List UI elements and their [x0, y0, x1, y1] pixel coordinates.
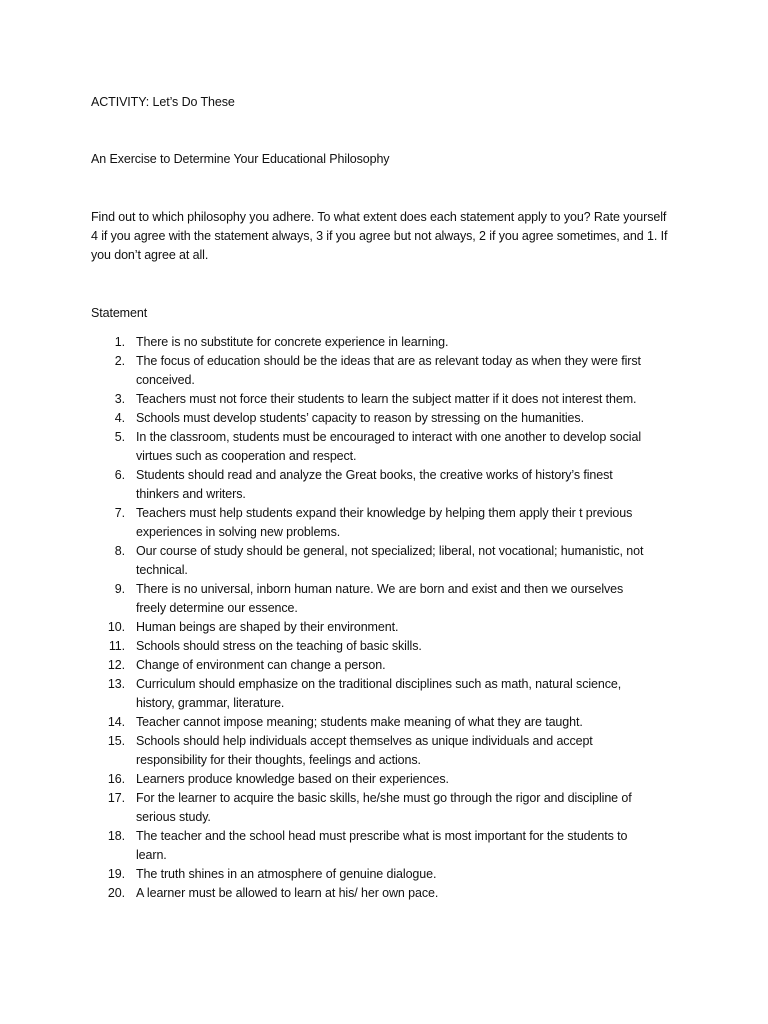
- statement-item: [0, 504, 656, 542]
- statement-number: 2.: [114, 354, 125, 368]
- statement-text: Students should read and analyze the Great books, the creative works of history’s finest thinkers and writers.: [136, 468, 613, 501]
- statement-text: Schools must develop students’ capacity to reason by stressing on the humanities.: [136, 411, 584, 425]
- statement-text: Curriculum should emphasize on the traditional disciplines such as math, natural science, history, grammar, literature.: [136, 677, 622, 710]
- statement-text: There is no universal, inborn human nature. We are born and exist and then we ourselves freely determine our essence.: [136, 582, 624, 615]
- statement-number: 9.: [114, 582, 125, 596]
- statement-text: The truth shines in an atmosphere of genuine dialogue.: [136, 867, 437, 881]
- statement-text: Schools should stress on the teaching of basic skills.: [136, 639, 422, 653]
- statement-number: 20.: [107, 886, 125, 900]
- exercise-title: An Exercise to Determine Your Educational Philosophy: [91, 152, 390, 166]
- statement-text: Learners produce knowledge based on their experiences.: [136, 772, 449, 786]
- statement-item: [0, 827, 656, 865]
- statement-text: There is no substitute for concrete experience in learning.: [136, 335, 449, 349]
- statement-item: [0, 428, 656, 466]
- statement-text: In the classroom, students must be encouraged to interact with one another to develop social virtues such as cooperation and respect.: [136, 430, 641, 463]
- statement-number: 10.: [107, 620, 125, 634]
- statement-number: 19.: [107, 867, 125, 881]
- statement-text: Teachers must help students expand their knowledge by helping them apply their t previous experiences in solving new problems.: [136, 506, 633, 539]
- activity-title: ACTIVITY: Let’s Do These: [91, 95, 235, 109]
- statement-item: [0, 884, 656, 903]
- statement-item: [0, 390, 656, 409]
- statement-item: [0, 618, 656, 637]
- statement-text: The focus of education should be the ideas that are as relevant today as when they were first conceived.: [136, 354, 641, 387]
- statement-number: 1.: [114, 335, 125, 349]
- statement-text: Our course of study should be general, not specialized; liberal, not vocational; humanistic, not technical.: [136, 544, 644, 577]
- statement-item: [0, 580, 656, 618]
- statement-item: [0, 770, 656, 789]
- statement-item: [0, 732, 656, 770]
- statement-number: 17.: [107, 791, 125, 805]
- statement-list: [0, 333, 700, 903]
- instructions-paragraph: Find out to which philosophy you adhere. To what extent does each statement apply to you? Rate yourself 4 if you agree with the statement always, 3 if you agree but not always, 2 if you agree sometimes, and 1. If you don’t agree at all.: [91, 210, 668, 262]
- statement-item: [0, 352, 656, 390]
- statement-text: Human beings are shaped by their environment.: [136, 620, 399, 634]
- statement-text: Schools should help individuals accept themselves as unique individuals and accept responsibility for their thoughts, feelings and actions.: [136, 734, 593, 767]
- statement-item: [0, 713, 656, 732]
- statement-item: [0, 542, 656, 580]
- statement-item: [0, 789, 656, 827]
- statement-number: 11.: [108, 639, 125, 653]
- statement-heading: Statement: [91, 306, 148, 320]
- statement-item: [0, 466, 656, 504]
- statement-text: Change of environment can change a person.: [136, 658, 386, 672]
- statement-text: Teacher cannot impose meaning; students make meaning of what they are taught.: [136, 715, 583, 729]
- statement-item: [0, 333, 656, 352]
- statement-number: 12.: [107, 658, 125, 672]
- statement-number: 15.: [107, 734, 125, 748]
- statement-number: 3.: [114, 392, 125, 406]
- statement-number: 4.: [114, 411, 125, 425]
- statement-text: For the learner to acquire the basic skills, he/she must go through the rigor and discipline of serious study.: [136, 791, 632, 824]
- statement-number: 8.: [114, 544, 125, 558]
- statement-item: [0, 865, 656, 884]
- statement-number: 5.: [114, 430, 125, 444]
- statement-text: The teacher and the school head must prescribe what is most important for the students to learn.: [136, 829, 628, 862]
- statement-item: [0, 675, 656, 713]
- statement-number: 7.: [114, 506, 125, 520]
- statement-number: 13.: [107, 677, 125, 691]
- statement-number: 6.: [114, 468, 125, 482]
- statement-number: 18.: [107, 829, 125, 843]
- statement-number: 16.: [107, 772, 125, 786]
- statement-item: [0, 409, 656, 428]
- statement-text: Teachers must not force their students to learn the subject matter if it does not interest them.: [136, 392, 637, 406]
- statement-text: A learner must be allowed to learn at his/ her own pace.: [136, 886, 439, 900]
- statement-item: [0, 637, 656, 656]
- statement-number: 14.: [107, 715, 125, 729]
- statement-item: [0, 656, 656, 675]
